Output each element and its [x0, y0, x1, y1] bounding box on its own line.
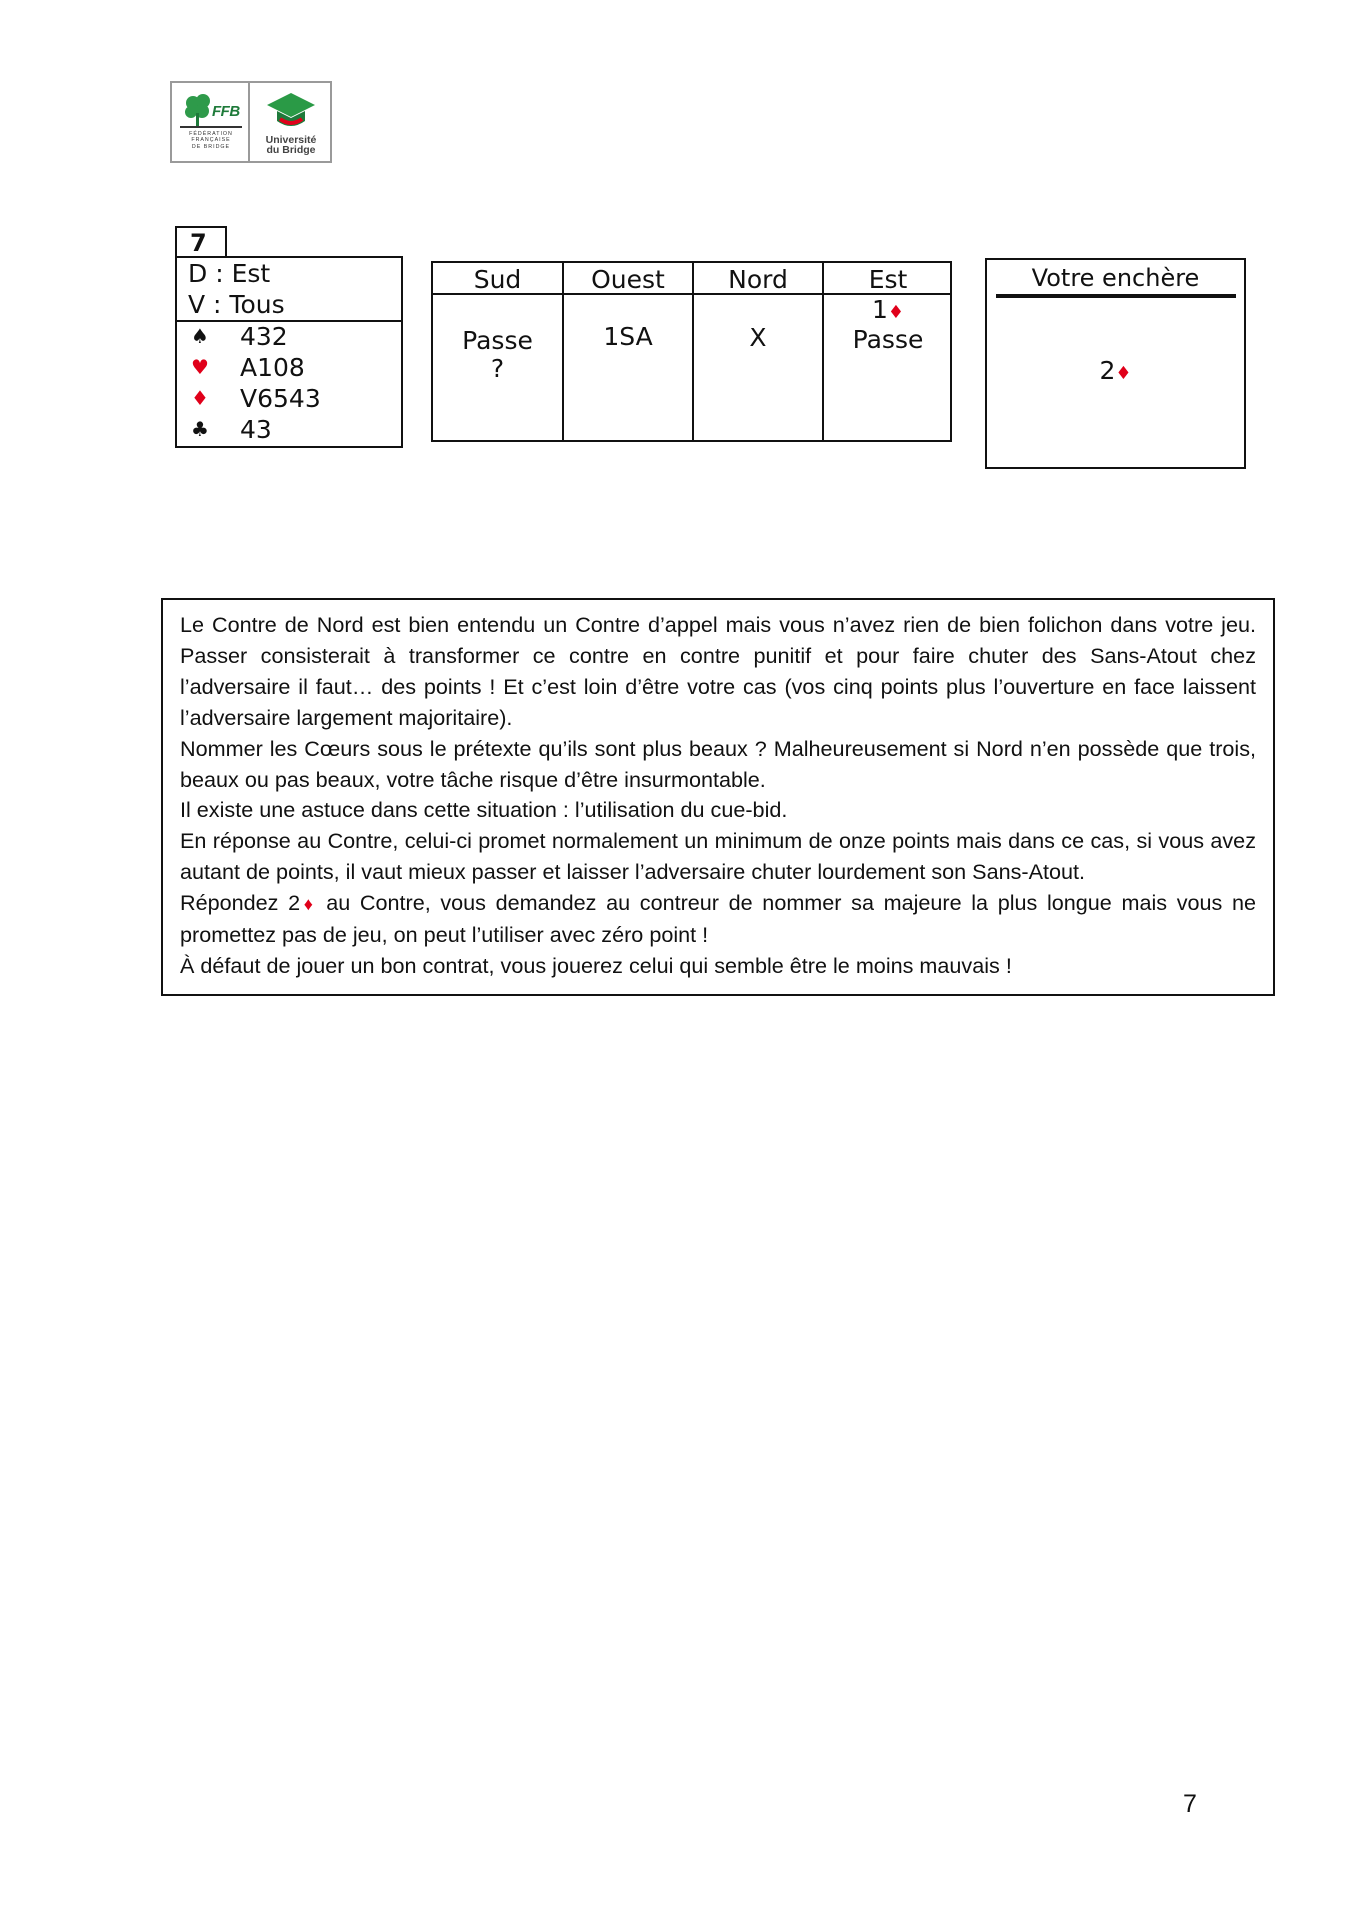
- graduation-cap-icon: [266, 91, 316, 133]
- explanation-paragraph: Le Contre de Nord est bien entendu un Contre d’appel mais vous n’avez rien de bien folichon dans votre jeu. Passer consisterait à transformer ce contre en contre punitif et pour faire chuter des Sans-Atout chez l’adversaire il faut… des points ! Et c’est loin d’être votre cas (vos cinq points plus l’ouverture en face laissent l’adversaire largement majoritaire).: [180, 612, 1256, 730]
- your-bid-answer: [987, 356, 1244, 389]
- bid-sud-2: ?: [490, 354, 505, 383]
- bid-ouest: 1SA: [603, 322, 653, 351]
- bid-level: 1: [871, 295, 888, 324]
- hand-row-hearts: [177, 352, 401, 383]
- diamond-icon: ♦: [1115, 363, 1132, 384]
- hand-cards: 432: [240, 322, 288, 351]
- deal-card: [175, 256, 403, 448]
- page-number: 7: [1183, 1790, 1197, 1818]
- deal-number: 7: [175, 226, 227, 258]
- header-ouest: Ouest: [591, 265, 665, 294]
- clover-icon: [182, 93, 216, 127]
- hand-cards: A108: [240, 353, 305, 382]
- bid-est-1: [824, 295, 952, 328]
- dealer-vulnerability: [177, 258, 401, 322]
- universite-brand: [252, 89, 330, 159]
- explanation-paragraph: Nommer les Cœurs sous le prétexte qu’ils sont plus beaux ? Malheureusement si Nord n’en possède que trois, beaux ou pas beaux, votre tâche risque d’être insurmontable.: [180, 735, 1256, 792]
- ffb-logo: [170, 81, 332, 163]
- bid-sud-1: Passe: [462, 326, 533, 355]
- explanation-paragraph: Il existe une astuce dans cette situation : l’utilisation du cue-bid.: [180, 797, 788, 823]
- ffb-mark: FFB: [212, 103, 240, 120]
- spade-icon: ♠: [191, 324, 209, 348]
- explanation-box: [161, 598, 1275, 996]
- bid-level: 2: [1099, 356, 1116, 385]
- diamond-icon: ♦: [300, 894, 317, 915]
- ffb-subtitle: FÉDÉRATION FRANÇAISE DE BRIDGE: [189, 131, 233, 150]
- explanation-paragraph: En réponse au Contre, celui-ci promet normalement un minimum de onze points mais dans ce cas, si vous avez autant de points, il vaut mieux passer et laisser l’adversaire chuter lourdement son Sans-Atout.: [180, 828, 1256, 885]
- header-est: Est: [868, 265, 908, 294]
- header-nord: Nord: [728, 265, 788, 294]
- bid-nord: X: [749, 323, 767, 352]
- hand-row-clubs: [177, 414, 401, 445]
- hand-cards: 43: [240, 415, 272, 444]
- your-bid-box: [985, 258, 1246, 469]
- club-icon: ♣: [191, 417, 209, 441]
- hand-row-diamonds: [177, 383, 401, 414]
- heart-icon: ♥: [191, 355, 209, 379]
- auction-table: [431, 261, 952, 442]
- diamond-icon: ♦: [887, 302, 905, 323]
- vulnerability-label: V : Tous: [188, 290, 285, 319]
- diamond-icon: ♦: [191, 386, 209, 410]
- ffb-brand: [178, 89, 244, 159]
- universite-line2: du Bridge: [266, 144, 316, 156]
- your-bid-title: Votre enchère: [1031, 264, 1200, 292]
- bid-est-2: Passe: [852, 325, 924, 354]
- hand-row-spades: [177, 321, 401, 352]
- explanation-paragraph: Répondez 2♦ au Contre, vous demandez au contreur de nommer sa majeure la plus longue mais vous ne promettez pas de jeu, on peut l’utiliser avec zéro point !: [180, 890, 1256, 948]
- hand-cards: V6543: [240, 384, 321, 413]
- universite-line1: Université: [265, 134, 317, 146]
- header-sud: Sud: [473, 265, 522, 294]
- explanation-paragraph: À défaut de jouer un bon contrat, vous jouerez celui qui semble être le moins mauvais !: [180, 952, 1012, 978]
- dealer-label: D : Est: [188, 259, 271, 288]
